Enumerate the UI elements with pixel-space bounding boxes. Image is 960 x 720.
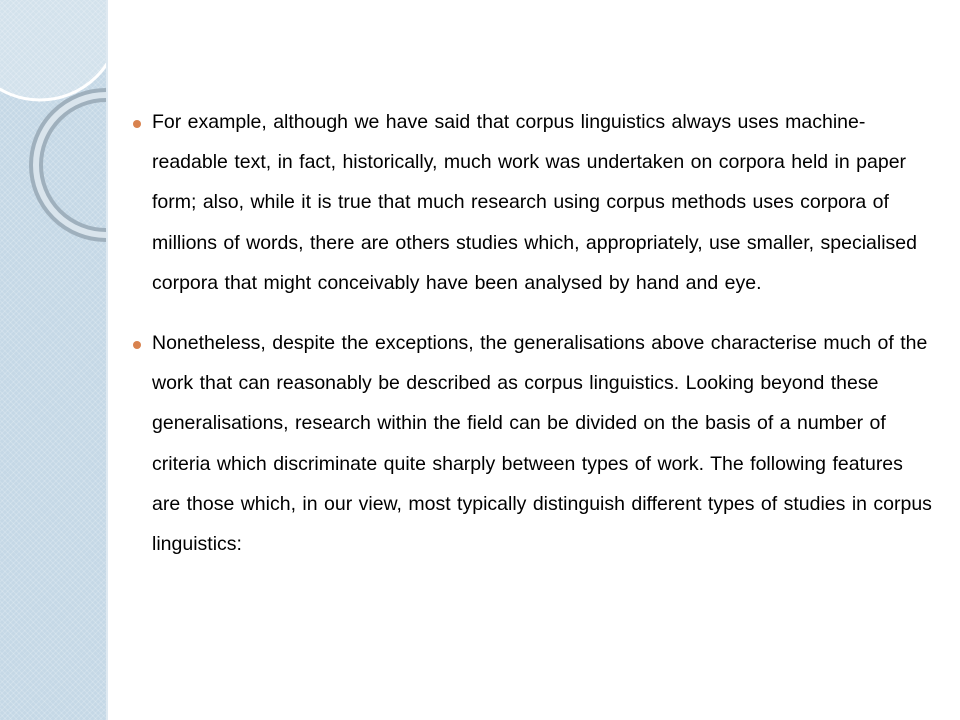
ring-outer-shape	[36, 95, 106, 235]
bullet-item	[132, 102, 932, 303]
slide-content	[132, 102, 932, 584]
decorative-sidebar	[0, 0, 107, 720]
sidebar-edge	[106, 0, 108, 720]
bullet-item	[132, 323, 932, 564]
ring-inner-shape	[36, 95, 106, 235]
bullet-text: Nonetheless, despite the exceptions, the generalisations above characterise much of the work that can reasonably be described as corpus linguistics. Looking beyond these generalisations, research within the field can be divided on the basis of a number of criteria which discriminate quite sharply between types of work. The following features are those which, in our view, most typically distinguish different types of studies in corpus linguistics:	[152, 332, 932, 556]
bullet-dot-icon	[133, 341, 141, 349]
bullet-dot-icon	[133, 120, 141, 128]
bullet-text: For example, although we have said that corpus linguistics always uses machine-readable text, in fact, historically, much work was undertaken on corpora held in paper form; also, while it is true that much research using corpus methods uses corpora of millions of words, there are others studies which, appropriately, use smaller, specialised corpora that might conceivably have been analysed by hand and eye.	[152, 111, 917, 294]
sidebar-circles-decoration	[0, 0, 106, 720]
large-circle-shape	[0, 0, 106, 100]
